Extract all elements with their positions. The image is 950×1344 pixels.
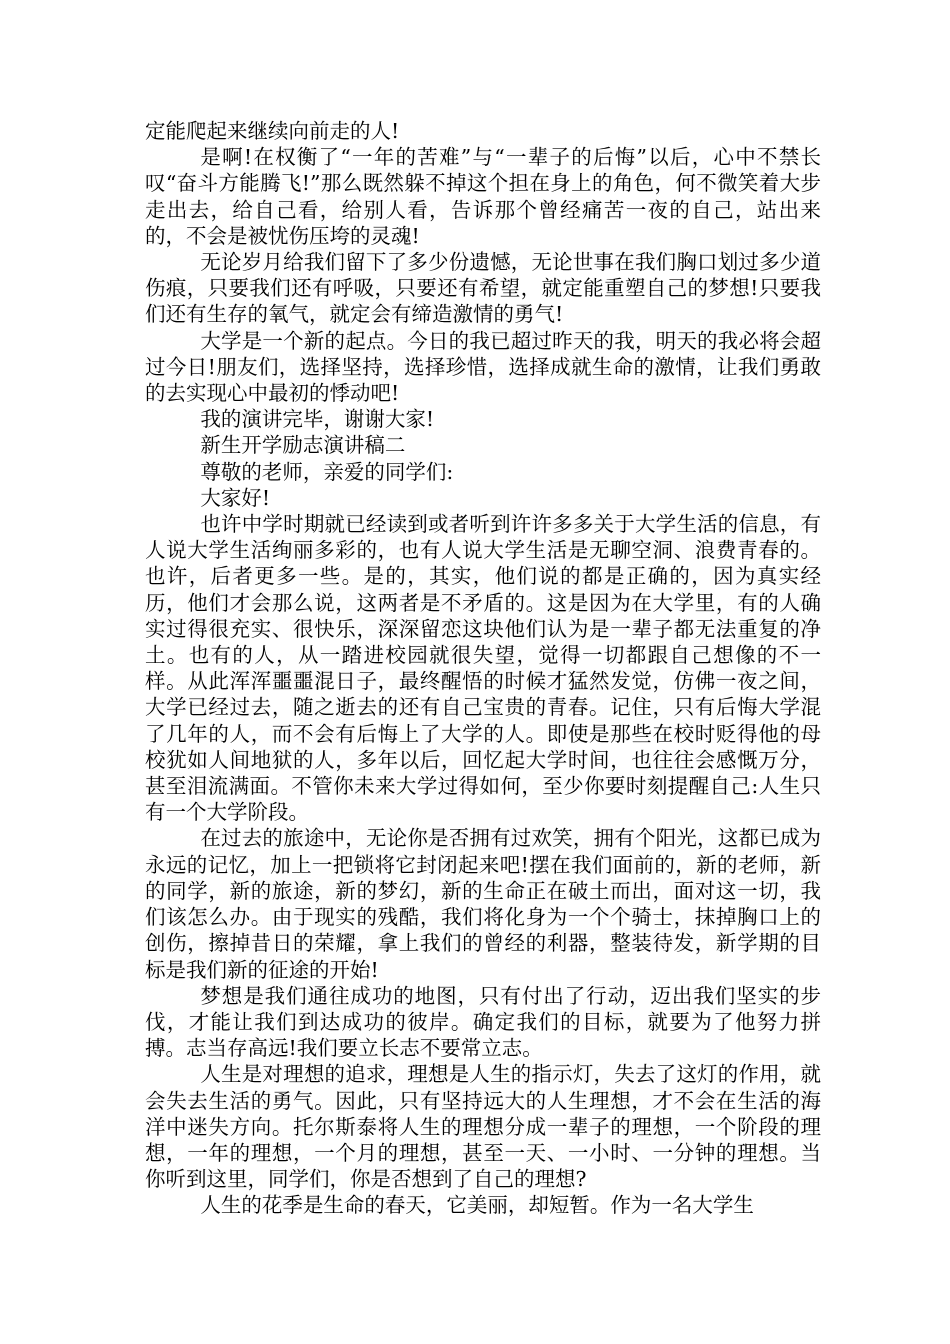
paragraph: 大学是一个新的起点。今日的我已超过昨天的我，明天的我必将会超过今日!朋友们，选择坚持，选择珍惜，选择成就生命的激情，让我们勇敢的去实现心中最初的悸动吧! — [145, 328, 821, 406]
paragraph: 人生的花季是生命的春天，它美丽，却短暂。作为一名大学生 — [200, 1193, 754, 1218]
paragraph: 是啊!在权衡了“一年的苦难”与“一辈子的后悔”以后，心中不禁长叹“奋斗方能腾飞!”那么既然躲不掉这个担在身上的角色，何不微笑着大步走出去，给自己看，给别人看，告诉那个曾经痛苦一夜的自己，站出来的，不会是被忧伤压垮的灵魂! — [145, 145, 821, 248]
document-page — [145, 118, 821, 1219]
paragraph-continuation: 定能爬起来继续向前走的人! — [145, 119, 400, 143]
paragraph: 在过去的旅途中，无论你是否拥有过欢笑，拥有个阳光，这都已成为永远的记忆，加上一把锁将它封闭起来吧!摆在我们面前的，新的老师，新的同学，新的旅途，新的梦幻，新的生命正在破土而出，面对这一切，我们该怎么办。由于现实的残酷，我们将化身为一个个骑士，抹掉胸口上的创伤，擦掉昔日的荣耀，拿上我们的曾经的利器，整装待发，新学期的目标是我们新的征途的开始! — [145, 826, 821, 982]
section-heading: 新生开学励志演讲稿二 — [200, 433, 406, 458]
greeting: 大家好! — [200, 485, 271, 510]
paragraph: 无论岁月给我们留下了多少份遗憾，无论世事在我们胸口划过多少道伤痕，只要我们还有呼吸，只要还有希望，就定能重塑自己的梦想!只要我们还有生存的氧气，就定会有缔造激情的勇气! — [145, 250, 821, 327]
paragraph: 也许中学时期就已经读到或者听到许许多多关于大学生活的信息，有人说大学生活绚丽多彩的，也有人说大学生活是无聊空洞、浪费青春的。也许，后者更多一些。是的，其实，他们说的都是正确的，因为真实经历，他们才会那么说，这两者是不矛盾的。这是因为在大学里，有的人确实过得很充实、很快乐，深深留恋这块他们认为是一辈子都无法重复的净土。也有的人，从一踏进校园就很失望，觉得一切都跟自己想像的不一样。从此浑浑噩噩混日子，最终醒悟的时候才猛然发觉，仿佛一夜之间，大学已经过去，随之逝去的还有自己宝贵的青春。记住，只有后悔大学混了几年的人，而不会有后悔上了大学的人。即使是那些在校时贬得他的母校犹如人间地狱的人，多年以后，回忆起大学时间，也往往会感慨万分，甚至泪流满面。不管你未来大学过得如何，至少你要时刻提醒自己:人生只有一个大学阶段。 — [145, 512, 821, 825]
closing-line: 我的演讲完毕，谢谢大家! — [200, 407, 435, 432]
paragraph: 人生是对理想的追求，理想是人生的指示灯，失去了这灯的作用，就会失去生活的勇气。因此，只有坚持远大的人生理想，才不会在生活的海洋中迷失方向。托尔斯泰将人生的理想分成一辈子的理想，一个阶段的理想，一年的理想，一个月的理想，甚至一天、一小时、一分钟的理想。当你听到这里，同学们，你是否想到了自己的理想? — [145, 1062, 821, 1192]
salutation: 尊敬的老师，亲爱的同学们: — [200, 459, 454, 484]
paragraph: 梦想是我们通往成功的地图，只有付出了行动，迈出我们坚实的步伐，才能让我们到达成功的彼岸。确定我们的目标，就要为了他努力拼搏。志当存高远!我们要立长志不要常立志。 — [145, 983, 821, 1061]
